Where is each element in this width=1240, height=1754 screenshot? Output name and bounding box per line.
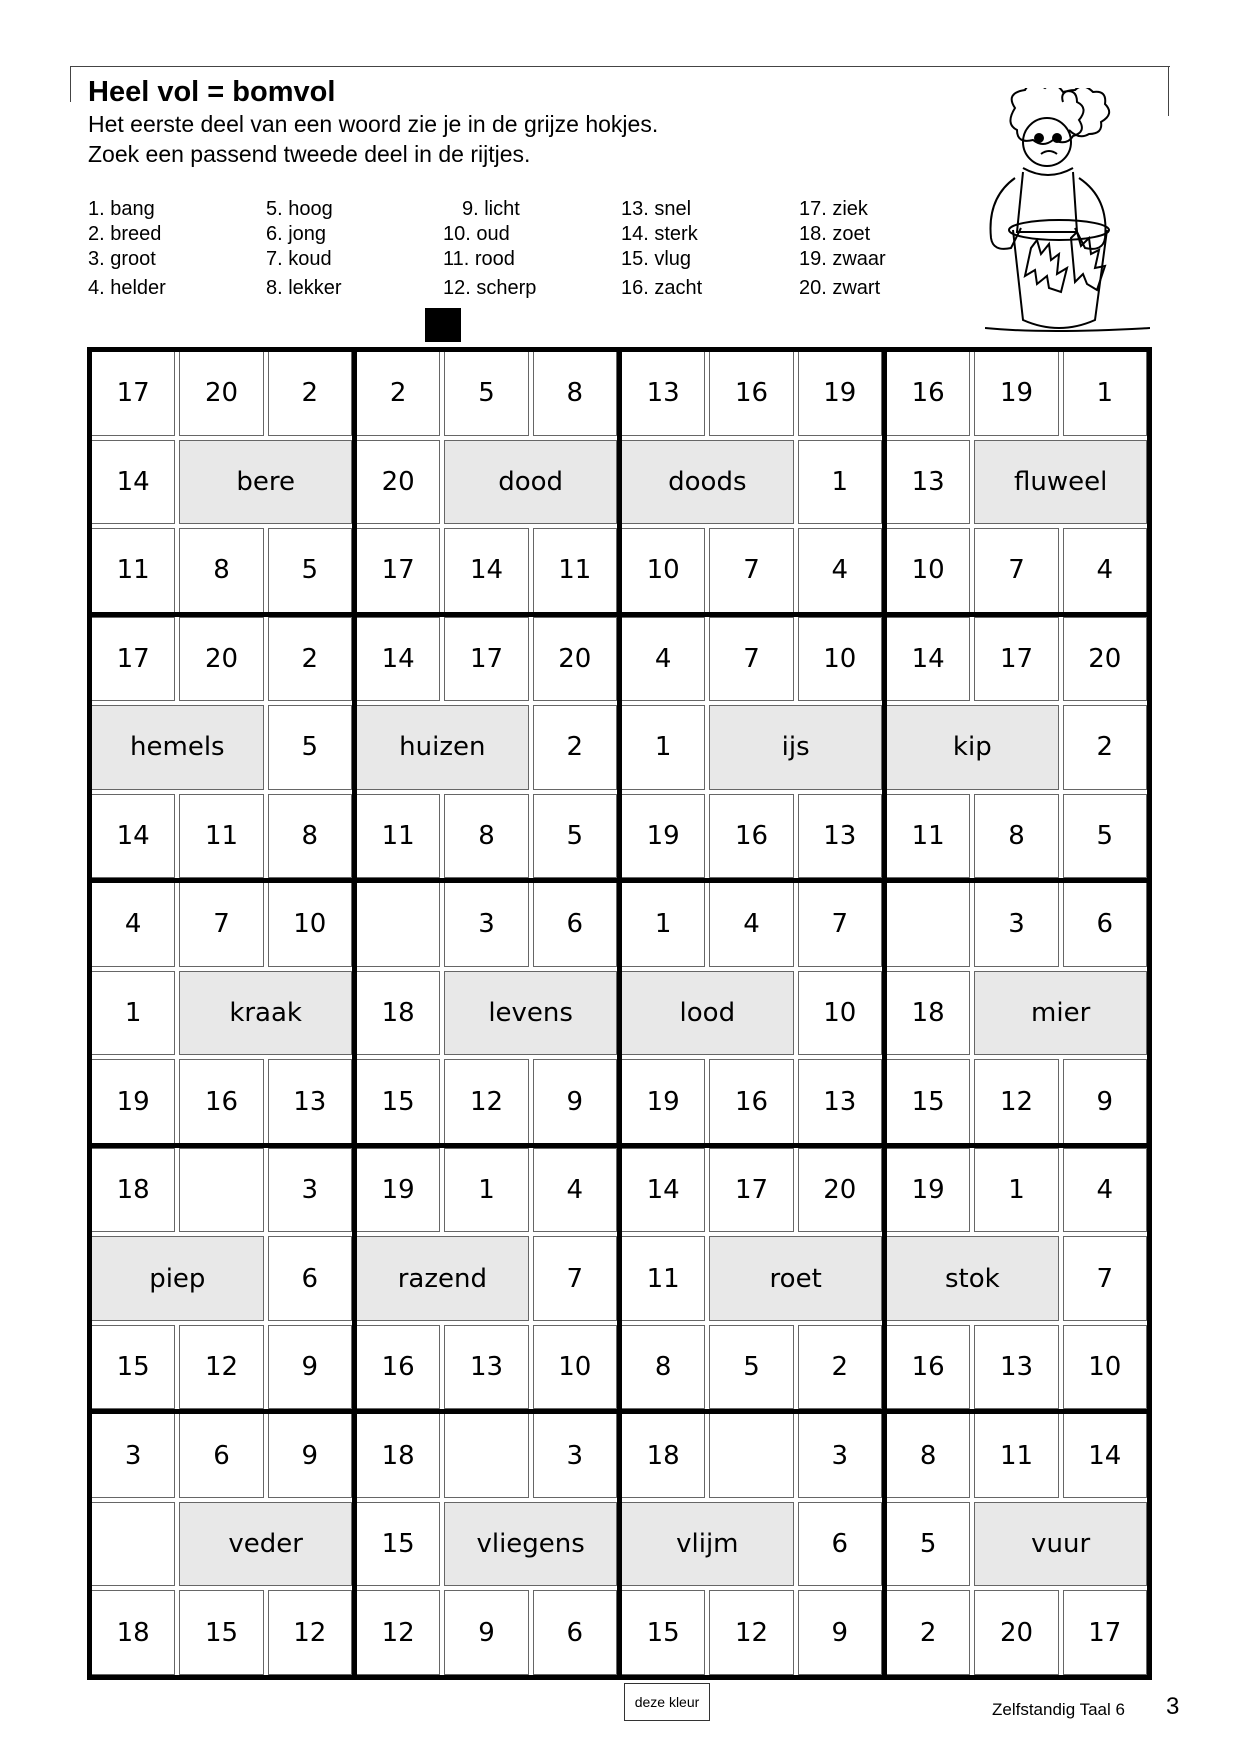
grid-word-cell: kraak [179,971,352,1056]
grid-number-cell: 14 [621,1148,705,1233]
block-border-vertical [1147,347,1152,1680]
page-title: Heel vol = bomvol [88,76,336,108]
grid-number-cell: 3 [974,882,1058,967]
grid-number-cell: 9 [798,1590,882,1675]
grid-number-cell: 15 [356,1059,440,1144]
grid-number-cell: 16 [709,794,793,879]
grid-number-cell: 7 [974,528,1058,613]
grid-number-cell: 3 [798,1413,882,1498]
word-list-item: 10. oud [443,223,510,245]
grid-number-cell: 16 [179,1059,263,1144]
grid-number-cell: 8 [444,794,528,879]
color-legend-box: deze kleur [624,1683,710,1721]
grid-word-cell: vuur [974,1502,1147,1587]
grid-number-cell: 5 [444,351,528,436]
grid-number-cell: 17 [356,528,440,613]
grid-number-cell: 5 [886,1502,970,1587]
grid-number-cell: 2 [1063,705,1147,790]
grid-number-cell [179,1148,263,1233]
grid-number-cell: 20 [179,617,263,702]
word-list-item: 9. licht [462,198,520,220]
grid-word-cell: vliegens [444,1502,617,1587]
grid-number-cell: 1 [444,1148,528,1233]
word-list-item: 18. zoet [799,223,871,245]
block-border-horizontal [87,1143,1152,1148]
grid-number-cell: 5 [268,705,352,790]
instruction-line-2: Zoek een passend tweede deel in de rijtjes. [88,141,531,167]
grid-number-cell: 11 [886,794,970,879]
grid-number-cell: 11 [91,528,175,613]
grid-word-cell: doods [621,440,794,525]
grid-number-cell: 2 [268,351,352,436]
grid-word-cell: hemels [91,705,264,790]
grid-number-cell: 7 [1063,1236,1147,1321]
grid-word-cell: stok [886,1236,1059,1321]
block-border-horizontal [87,878,1152,883]
grid-number-cell: 20 [1063,617,1147,702]
grid-number-cell: 15 [179,1590,263,1675]
grid-number-cell: 7 [709,528,793,613]
grid-number-cell: 6 [179,1413,263,1498]
block-border-vertical [352,347,357,1680]
grid-number-cell [709,1413,793,1498]
block-border-vertical [87,347,92,1680]
grid-number-cell: 17 [444,617,528,702]
boy-with-bucket-illustration [985,88,1150,340]
grid-number-cell: 12 [444,1059,528,1144]
page-number: 3 [1166,1693,1180,1720]
word-list-item: 7. koud [266,248,332,270]
word-list [88,198,908,308]
grid-number-cell: 10 [533,1325,617,1410]
grid-number-cell: 3 [268,1148,352,1233]
grid-number-cell: 18 [91,1590,175,1675]
grid-number-cell: 13 [268,1059,352,1144]
word-list-item: 16. zacht [621,277,703,299]
grid-number-cell: 18 [886,971,970,1056]
grid-number-cell: 11 [621,1236,705,1321]
word-list-item: 3. groot [88,248,156,270]
grid-number-cell: 1 [621,882,705,967]
grid-number-cell: 4 [709,882,793,967]
grid-number-cell: 16 [709,1059,793,1144]
grid-number-cell: 2 [268,617,352,702]
grid-word-cell: lood [621,971,794,1056]
grid-number-cell: 1 [1063,351,1147,436]
grid-number-cell: 17 [974,617,1058,702]
grid-number-cell: 20 [533,617,617,702]
grid-number-cell: 17 [91,617,175,702]
grid-number-cell: 1 [798,440,882,525]
grid-number-cell: 11 [356,794,440,879]
grid-number-cell: 12 [974,1059,1058,1144]
grid-number-cell: 6 [533,882,617,967]
grid-number-cell: 9 [444,1590,528,1675]
grid-number-cell: 10 [1063,1325,1147,1410]
grid-number-cell: 19 [886,1148,970,1233]
word-list-item: 6. jong [266,223,327,245]
grid-number-cell: 19 [974,351,1058,436]
grid-number-cell: 13 [798,794,882,879]
grid-number-cell: 14 [886,617,970,702]
grid-word-cell: veder [179,1502,352,1587]
grid-number-cell: 2 [798,1325,882,1410]
grid-number-cell: 13 [621,351,705,436]
block-border-vertical [882,347,887,1680]
grid-number-cell: 11 [179,794,263,879]
grid-number-cell: 20 [179,351,263,436]
word-list-item: 5. hoog [266,198,333,220]
grid-number-cell: 14 [91,794,175,879]
word-list-item: 12. scherp [443,277,537,299]
grid-number-cell: 11 [974,1413,1058,1498]
block-border-horizontal [87,347,1152,352]
grid-number-cell: 19 [621,794,705,879]
grid-number-cell: 12 [179,1325,263,1410]
grid-number-cell: 15 [621,1590,705,1675]
grid-number-cell: 18 [356,971,440,1056]
grid-number-cell: 17 [1063,1590,1147,1675]
grid-number-cell: 4 [1063,528,1147,613]
block-border-vertical [617,347,622,1680]
grid-number-cell: 7 [798,882,882,967]
grid-number-cell: 4 [1063,1148,1147,1233]
word-list-item: 15. vlug [621,248,692,270]
grid-word-cell: dood [444,440,617,525]
grid-number-cell: 5 [268,528,352,613]
black-marker [425,308,461,342]
grid-number-cell: 19 [91,1059,175,1144]
word-list-item: 1. bang [88,198,155,220]
grid-word-cell: vlijm [621,1502,794,1587]
grid-number-cell: 12 [356,1590,440,1675]
word-list-item: 19. zwaar [799,248,886,270]
grid-number-cell: 4 [91,882,175,967]
grid-number-cell: 4 [533,1148,617,1233]
grid-number-cell: 13 [886,440,970,525]
grid-number-cell: 10 [798,617,882,702]
word-list-item: 20. zwart [799,277,881,299]
grid-number-cell: 18 [356,1413,440,1498]
grid-number-cell: 20 [974,1590,1058,1675]
grid-number-cell: 20 [356,440,440,525]
grid-number-cell: 18 [91,1148,175,1233]
grid-word-cell: ijs [709,705,882,790]
grid-number-cell: 19 [798,351,882,436]
grid-number-cell: 14 [91,440,175,525]
grid-number-cell: 7 [179,882,263,967]
grid-word-cell: huizen [356,705,529,790]
grid-number-cell: 9 [533,1059,617,1144]
grid-number-cell: 6 [798,1502,882,1587]
word-list-item: 13. snel [621,198,692,220]
grid-number-cell: 7 [709,617,793,702]
grid-number-cell: 19 [621,1059,705,1144]
grid-number-cell [886,882,970,967]
grid-number-cell: 14 [356,617,440,702]
grid-number-cell: 13 [798,1059,882,1144]
grid-number-cell: 5 [709,1325,793,1410]
grid-number-cell: 15 [886,1059,970,1144]
block-border-horizontal [87,1409,1152,1414]
grid-word-cell: kip [886,705,1059,790]
grid-number-cell: 15 [91,1325,175,1410]
grid-number-cell [91,1502,175,1587]
header-frame-right [1168,66,1169,116]
word-list-item: 4. helder [88,277,166,299]
header-frame-line [70,66,1170,67]
grid-number-cell: 8 [974,794,1058,879]
book-title: Zelfstandig Taal 6 [992,1700,1125,1719]
grid-number-cell: 14 [1063,1413,1147,1498]
grid-number-cell: 11 [533,528,617,613]
grid-number-cell: 3 [533,1413,617,1498]
grid-number-cell: 8 [179,528,263,613]
grid-number-cell: 12 [709,1590,793,1675]
instruction-line-1: Het eerste deel van een woord zie je in de grijze hokjes. [88,111,659,137]
grid-number-cell [356,882,440,967]
grid-number-cell: 4 [621,617,705,702]
grid-number-cell: 9 [1063,1059,1147,1144]
block-border-horizontal [87,1675,1152,1680]
grid-number-cell: 14 [444,528,528,613]
grid-number-cell: 16 [886,1325,970,1410]
grid-number-cell: 16 [709,351,793,436]
grid-number-cell: 13 [444,1325,528,1410]
grid-number-cell: 10 [268,882,352,967]
grid-number-cell: 6 [1063,882,1147,967]
grid-word-cell: roet [709,1236,882,1321]
header-frame-left [70,66,71,102]
grid-word-cell: levens [444,971,617,1056]
word-list-item: 17. ziek [799,198,868,220]
grid-number-cell: 9 [268,1325,352,1410]
grid-number-cell: 3 [444,882,528,967]
grid-number-cell: 2 [533,705,617,790]
grid-number-cell: 17 [91,351,175,436]
block-border-horizontal [87,612,1152,617]
grid-number-cell: 9 [268,1413,352,1498]
word-list-item: 11. rood [443,248,515,270]
grid-number-cell: 8 [533,351,617,436]
grid-word-cell: fluweel [974,440,1147,525]
word-list-item: 8. lekker [266,277,342,299]
word-list-item: 2. breed [88,223,162,245]
grid-number-cell: 3 [91,1413,175,1498]
grid-number-cell: 10 [886,528,970,613]
grid-number-cell: 7 [533,1236,617,1321]
grid-number-cell: 2 [886,1590,970,1675]
grid-number-cell: 8 [886,1413,970,1498]
grid-number-cell: 5 [1063,794,1147,879]
puzzle-grid [89,349,1149,1677]
word-list-item: 14. sterk [621,223,698,245]
grid-number-cell: 4 [798,528,882,613]
grid-number-cell [444,1413,528,1498]
grid-number-cell: 1 [974,1148,1058,1233]
grid-number-cell: 5 [533,794,617,879]
grid-number-cell: 6 [268,1236,352,1321]
grid-word-cell: razend [356,1236,529,1321]
grid-word-cell: piep [91,1236,264,1321]
grid-number-cell: 10 [621,528,705,613]
grid-word-cell: mier [974,971,1147,1056]
grid-number-cell: 10 [798,971,882,1056]
grid-number-cell: 17 [709,1148,793,1233]
grid-number-cell: 8 [621,1325,705,1410]
grid-number-cell: 2 [356,351,440,436]
grid-number-cell: 13 [974,1325,1058,1410]
grid-number-cell: 18 [621,1413,705,1498]
grid-number-cell: 12 [268,1590,352,1675]
grid-number-cell: 19 [356,1148,440,1233]
grid-number-cell: 8 [268,794,352,879]
grid-word-cell: bere [179,440,352,525]
grid-number-cell: 1 [621,705,705,790]
grid-number-cell: 6 [533,1590,617,1675]
grid-number-cell: 15 [356,1502,440,1587]
grid-number-cell: 20 [798,1148,882,1233]
grid-number-cell: 1 [91,971,175,1056]
grid-number-cell: 16 [356,1325,440,1410]
grid-number-cell: 16 [886,351,970,436]
